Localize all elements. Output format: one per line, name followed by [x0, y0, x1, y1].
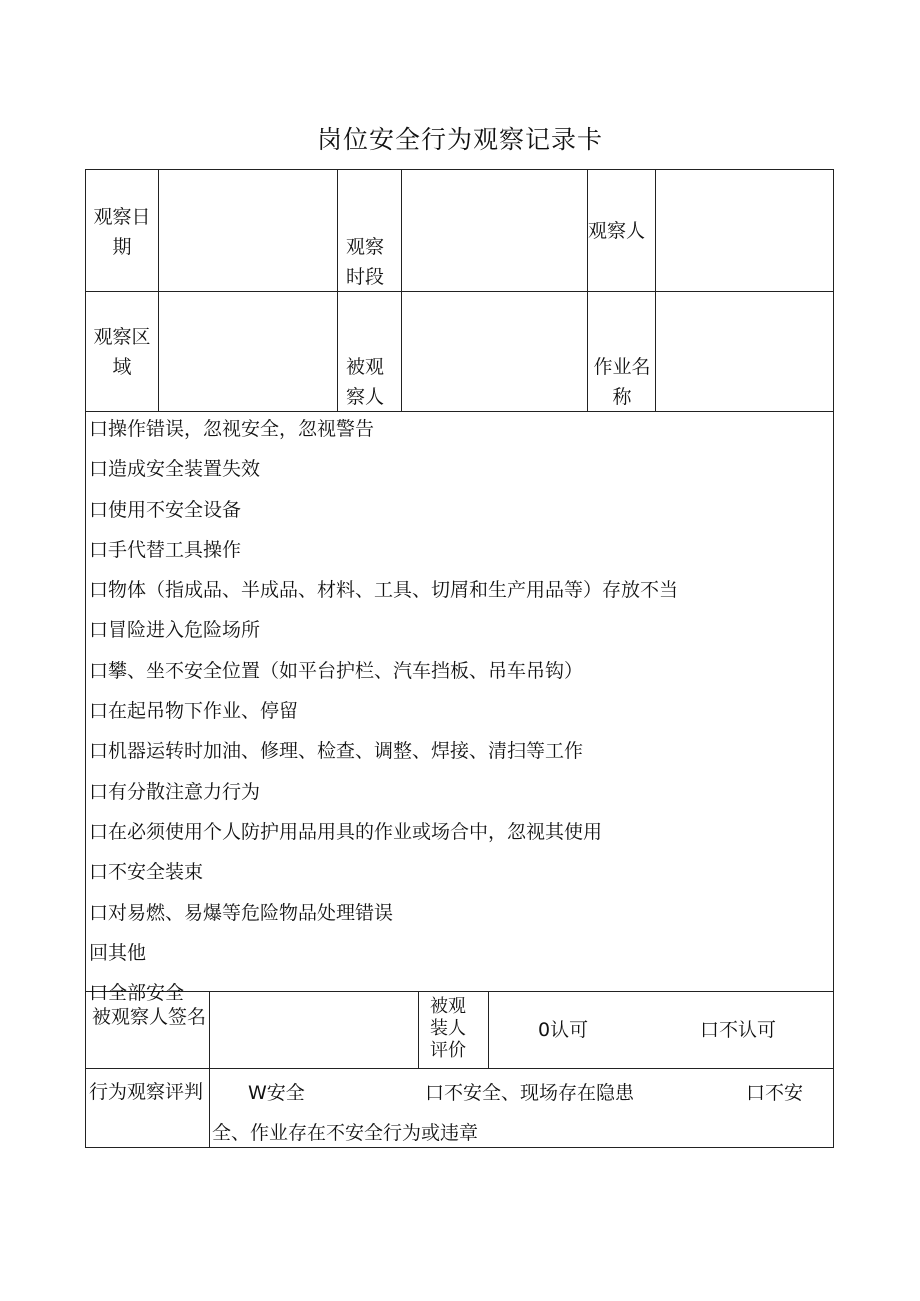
observer-label: 观察人: [588, 220, 646, 242]
unsafe-option-continued: 全、作业存在不安全行为或违章: [212, 1122, 479, 1144]
observed-person-label: 被观察人: [346, 356, 385, 408]
checklist-item[interactable]: 口有分散注意力行为: [89, 780, 261, 803]
checklist-item[interactable]: 口物体（指成品、半成品、材料、工具、切屑和生产用品等）存放不当: [89, 579, 679, 602]
job-name-label: 作业名称: [593, 356, 651, 408]
checklist-item[interactable]: 回其他: [89, 941, 147, 964]
unsafe-option[interactable]: 口不安: [746, 1082, 804, 1104]
date-label: 观察日期: [93, 206, 151, 258]
checklist-item[interactable]: 口冒险进入危险场所: [89, 619, 261, 642]
checklist-item[interactable]: 口机器运转时加油、修理、检查、调整、焊接、清扫等工作: [89, 740, 584, 763]
checklist-item[interactable]: 口在必须使用个人防护用品用具的作业或场合中，忽视其使用: [89, 820, 603, 843]
row-divider: [86, 291, 833, 292]
col-divider: [337, 170, 338, 411]
evaluation-label: 被观装人评价: [430, 996, 466, 1061]
row-divider: [86, 411, 833, 412]
row-divider: [86, 1068, 833, 1069]
checklist-item[interactable]: 口全部安全: [89, 982, 185, 1005]
col-divider: [158, 170, 159, 411]
judgement-label: 行为观察评判: [89, 1081, 204, 1103]
observation-card-table: [85, 169, 834, 1148]
approve-option[interactable]: 0认可: [538, 1019, 589, 1041]
checklist-item[interactable]: 口操作错误，忽视安全，忽视警告: [89, 418, 375, 440]
checklist-item[interactable]: 口在起吊物下作业、停留: [89, 700, 299, 723]
hazard-option[interactable]: 口不安全、现场存在隐患: [425, 1082, 635, 1104]
col-divider: [401, 170, 402, 411]
checklist-item[interactable]: 口对易燃、易爆等危险物品处理错误: [89, 901, 394, 924]
signature-label: 被观察人签名: [91, 1006, 206, 1028]
checklist-item[interactable]: 口手代替工具操作: [89, 538, 242, 561]
checklist-item[interactable]: 口不安全装束: [89, 861, 204, 884]
period-label: 观察时段: [346, 236, 385, 288]
checklist-item[interactable]: 口使用不安全设备: [89, 498, 242, 521]
area-label: 观察区域: [93, 326, 151, 378]
disapprove-option[interactable]: 口不认可: [700, 1019, 777, 1041]
safe-option[interactable]: W安全: [248, 1082, 305, 1104]
checklist-item[interactable]: 口造成安全装置失效: [89, 458, 261, 481]
unsafe-behavior-checklist: [89, 414, 829, 1005]
checklist-item[interactable]: 口攀、坐不安全位置（如平台护栏、汽车挡板、吊车吊钩）: [89, 659, 584, 682]
page-title: 岗位安全行为观察记录卡: [316, 125, 603, 154]
